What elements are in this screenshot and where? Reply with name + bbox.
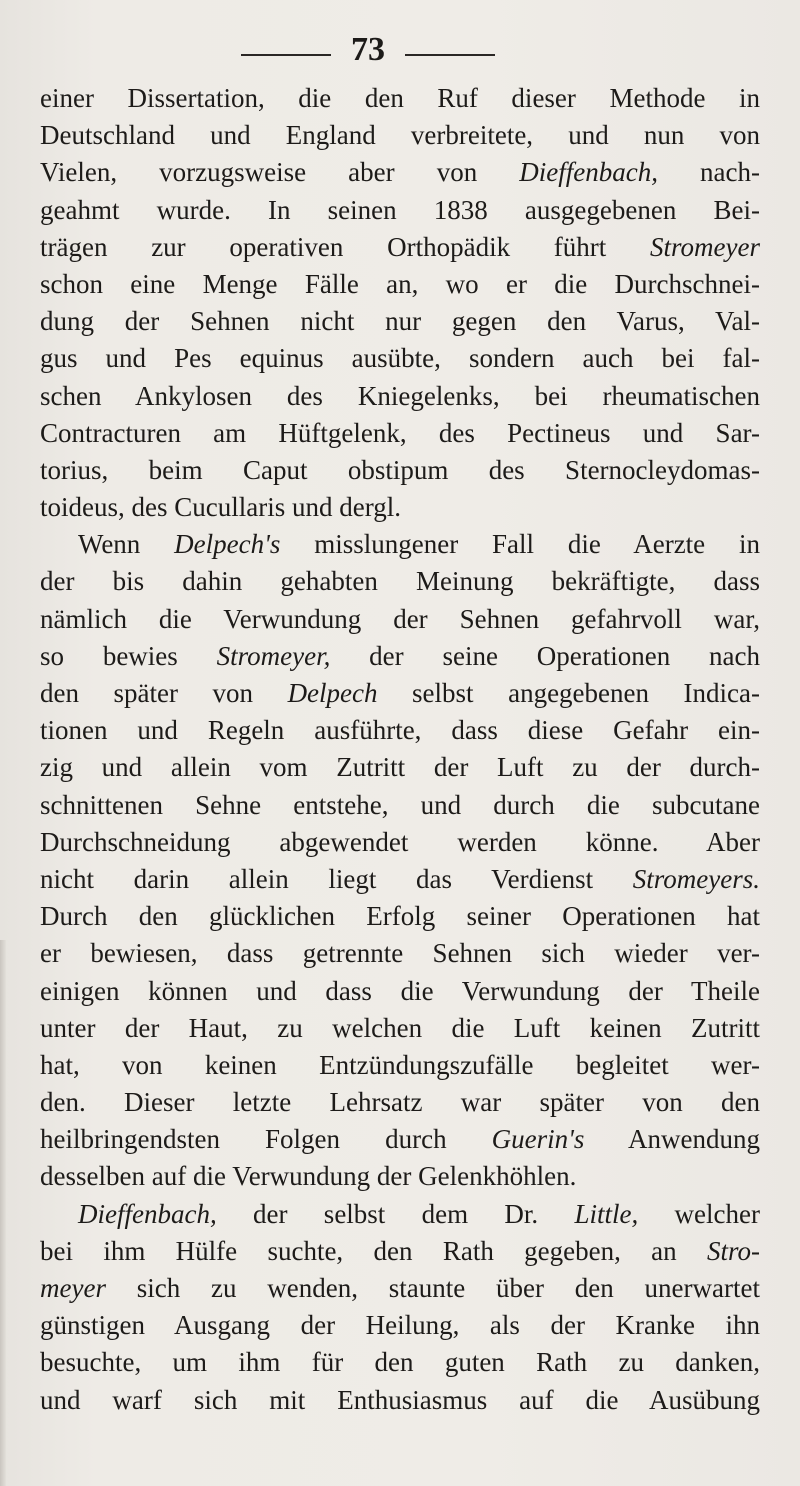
text-line: [40, 340, 760, 377]
text-line: [40, 1047, 760, 1084]
text-run: unter der Haut, zu welchen die Luft keinen Zutritt: [40, 1012, 760, 1043]
text-run: Durchschneidung abgewendet werden könne. Aber: [40, 826, 760, 857]
text-run: den später von: [40, 678, 288, 708]
text-run: toideus, des Cucullaris und dergl.: [40, 492, 401, 523]
italic-name: meyer: [40, 1273, 106, 1303]
text-run: sich zu wenden, staunte über den unerwartet: [105, 1273, 760, 1303]
text-line: [40, 415, 760, 452]
text-line: [40, 1158, 760, 1195]
text-line: [40, 1233, 760, 1270]
text-line: [40, 154, 760, 191]
italic-name: Stromeyer,: [216, 640, 331, 671]
text-run: günstigen Ausgang der Heilung, als der Kranke ihn: [40, 1310, 760, 1341]
text-run: er bewiesen, dass getrennte Sehnen sich wieder ver-: [40, 938, 760, 969]
text-run: geahmt wurde. In seinen 1838 ausgegebenen Bei-: [40, 194, 760, 225]
text-line: [40, 526, 760, 563]
text-run: Durch den glücklichen Erfolg seiner Operationen hat: [40, 901, 760, 932]
text-line: [40, 192, 760, 229]
text-run: der bis dahin gehabten Meinung bekräftigte, dass: [40, 566, 760, 597]
text-run: schon eine Menge Fälle an, wo er die Durchschnei-: [40, 268, 760, 299]
text-line: [40, 898, 760, 935]
text-run: tionen und Regeln ausführte, dass diese Gefahr ein-: [40, 715, 760, 746]
text-run: einer Dissertation, die den Ruf dieser Methode in: [40, 83, 760, 113]
text-line: [40, 489, 760, 526]
italic-name: Stromeyers.: [632, 863, 760, 894]
text-run: einigen können und dass die Verwundung der Theile: [40, 975, 760, 1006]
text-run: zig und allein vom Zutritt der Luft zu der durch-: [40, 752, 760, 783]
italic-name: Delpech: [287, 678, 378, 708]
text-run: Vielen, vorzugsweise aber von: [40, 157, 520, 188]
text-line: [40, 1270, 760, 1307]
text-run: hat, von keinen Entzündungszufälle begleitet wer-: [40, 1049, 760, 1080]
header-rule-left: [241, 54, 331, 56]
text-run: trägen zur operativen Orthopädik führt: [40, 231, 651, 262]
text-run: dung der Sehnen nicht nur gegen den Varus, Val-: [40, 306, 760, 337]
text-line: [40, 117, 760, 154]
page-number: 73: [351, 31, 385, 68]
text-line: [40, 675, 760, 712]
text-run: welcher: [638, 1198, 760, 1229]
text-line: [40, 1344, 760, 1381]
text-line: [40, 266, 760, 303]
text-line: [40, 452, 760, 489]
text-line: [40, 563, 760, 600]
text-run: den. Dieser letzte Lehrsatz war später von den: [40, 1087, 760, 1118]
text-run: schen Ankylosen des Kniegelenks, bei rheumatischen: [40, 380, 760, 411]
text-run: Deutschland und England verbreitete, und nun von: [40, 120, 760, 151]
text-line: [40, 973, 760, 1010]
text-line: [40, 749, 760, 786]
text-run: gus und Pes equinus ausübte, sondern auch bei fal-: [40, 343, 760, 374]
text-line: [40, 1121, 760, 1158]
text-line: [40, 861, 760, 898]
text-line: [40, 1084, 760, 1121]
text-run: so bewies: [40, 640, 217, 671]
italic-name: Dieffenbach,: [78, 1198, 217, 1229]
text-run: schnittenen Sehne entstehe, und durch die subcutane: [40, 789, 760, 820]
text-run: und warf sich mit Enthusiasmus auf die Ausübung: [40, 1384, 760, 1415]
italic-name: Stro-: [707, 1235, 760, 1266]
text-line: [40, 1196, 760, 1233]
page-edge-shadow: [0, 940, 6, 1486]
text-run: misslungener Fall die Aerzte in: [280, 529, 761, 560]
text-line: [40, 229, 760, 266]
text-run: bei ihm Hülfe suchte, den Rath gegeben, an: [40, 1235, 707, 1266]
text-run: torius, beim Caput obstipum des Sternocleydomas-: [40, 454, 760, 485]
text-run: Anwendung: [584, 1124, 760, 1155]
text-run: Wenn: [78, 529, 175, 560]
text-run: Contracturen am Hüftgelenk, des Pectineus und Sar-: [40, 417, 760, 448]
text-line: [40, 601, 760, 638]
page-header: [0, 30, 800, 70]
text-line: [40, 1307, 760, 1344]
text-line: [40, 712, 760, 749]
text-line: [40, 1382, 760, 1419]
text-run: selbst angegebenen Indica-: [377, 678, 760, 708]
italic-name: Stromeyer: [650, 231, 760, 262]
text-run: desselben auf die Verwundung der Gelenkhöhlen.: [40, 1161, 577, 1192]
header-rule-right: [405, 54, 495, 56]
text-run: nämlich die Verwundung der Sehnen gefahrvoll war,: [40, 603, 760, 634]
text-line: [40, 824, 760, 861]
text-run: der selbst dem Dr.: [216, 1198, 575, 1229]
text-run: besuchte, um ihm für den guten Rath zu danken,: [40, 1347, 760, 1378]
text-line: [40, 1010, 760, 1047]
italic-name: Guerin's: [491, 1124, 585, 1155]
text-line: [40, 378, 760, 415]
italic-name: Delpech's: [174, 529, 281, 560]
italic-name: Dieffenbach,: [519, 157, 658, 188]
body-text: [40, 80, 760, 1419]
text-run: nicht darin allein liegt das Verdienst: [40, 863, 633, 894]
text-line: [40, 80, 760, 117]
text-line: [40, 303, 760, 340]
italic-name: Little,: [574, 1198, 639, 1229]
text-run: der seine Operationen nach: [330, 640, 760, 671]
text-line: [40, 787, 760, 824]
text-run: nach-: [657, 157, 761, 188]
text-line: [40, 638, 760, 675]
text-run: heilbringendsten Folgen durch: [40, 1124, 492, 1155]
text-line: [40, 935, 760, 972]
